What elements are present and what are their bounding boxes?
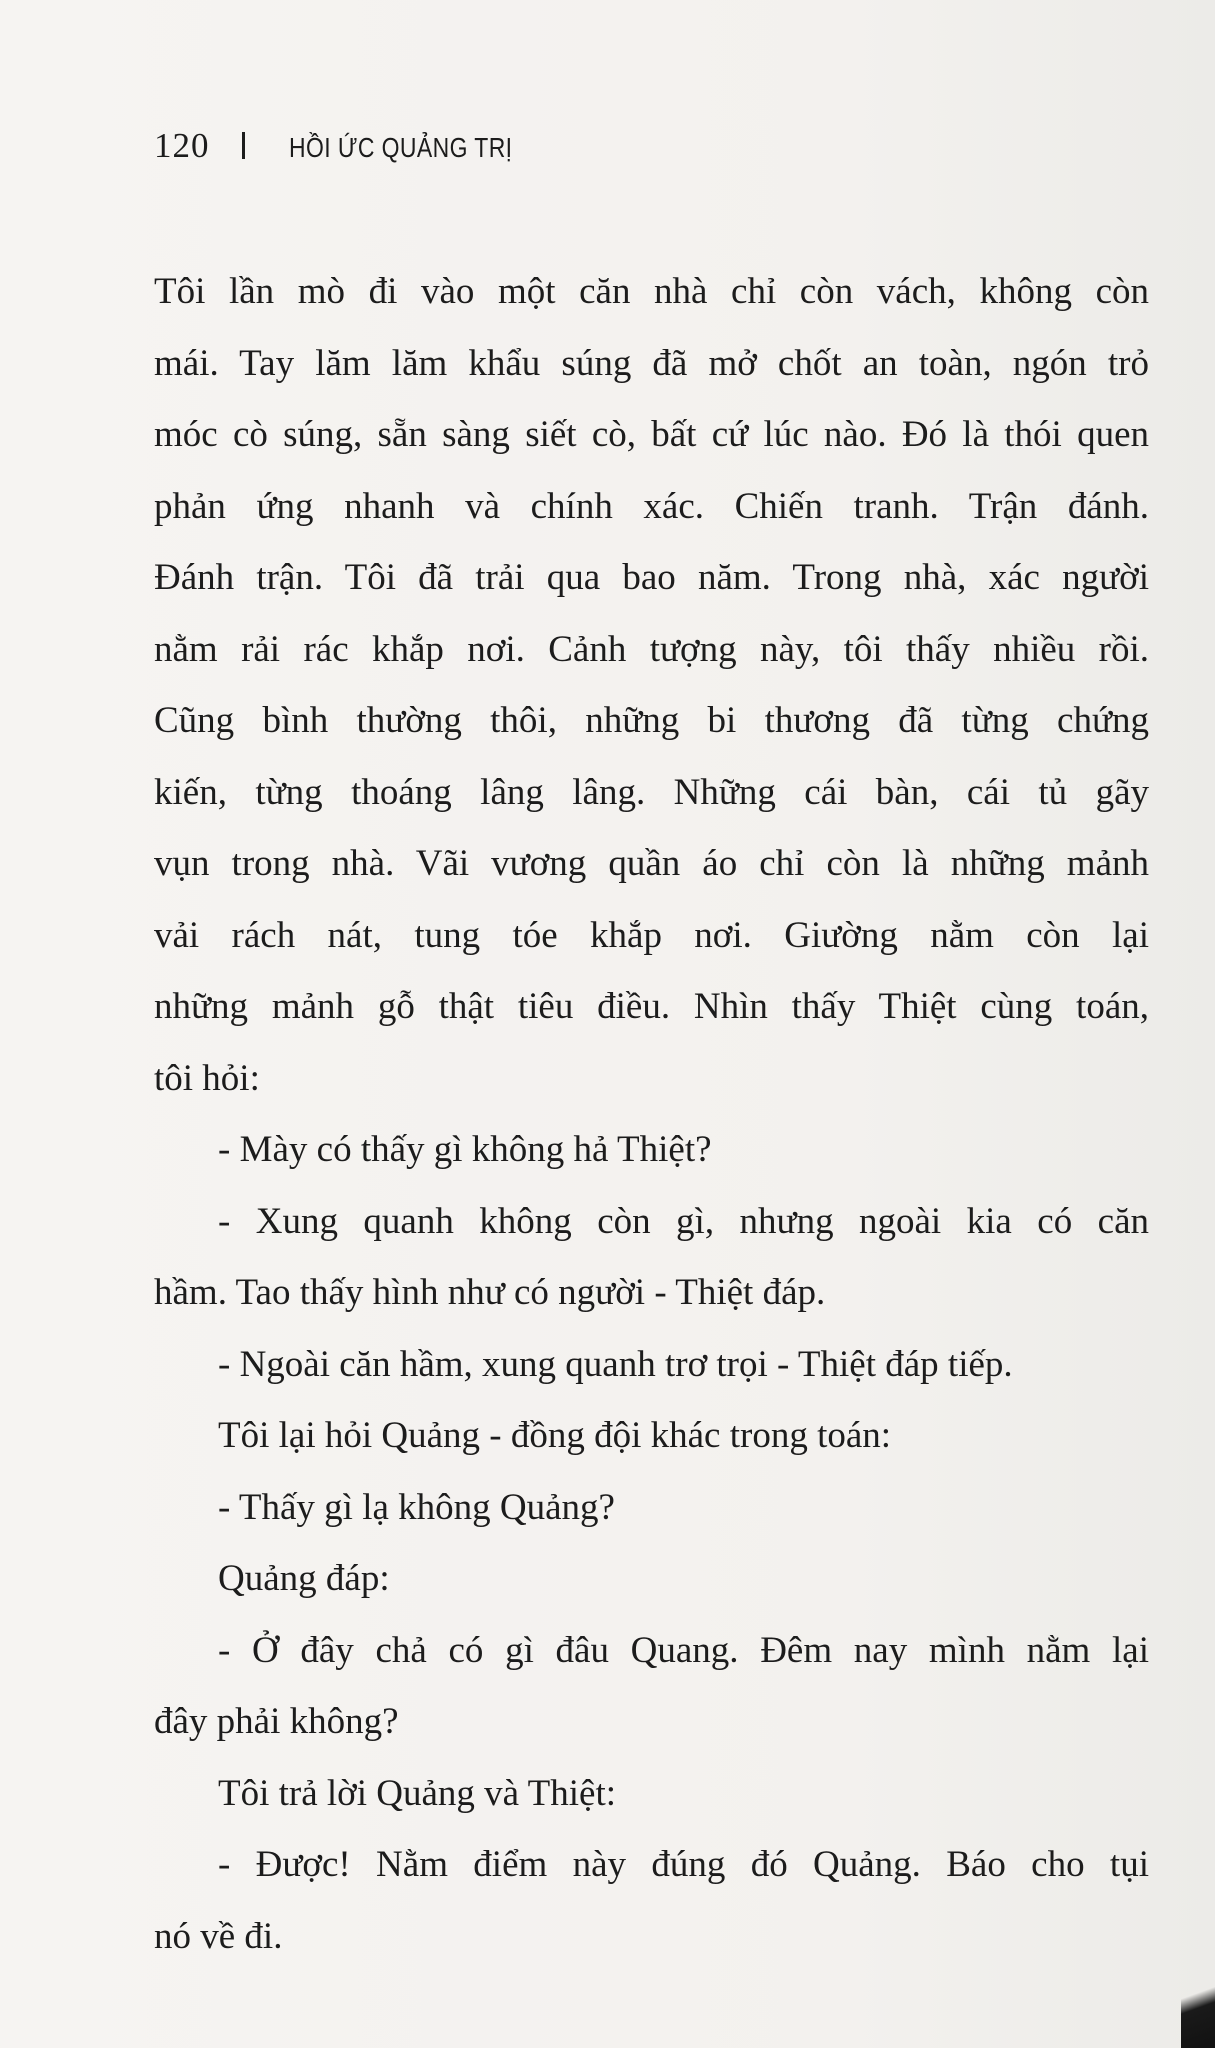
text-line: Tôi lần mò đi vào một căn nhà chỉ còn vách, không còn xyxy=(154,271,1149,312)
text-line: hầm. Tao thấy hình như có người - Thiệt đáp. xyxy=(154,1272,826,1313)
dialogue-line: - Ở đây chả có gì đâu Quang. Đêm nay mình nằm lại xyxy=(218,1629,1149,1671)
running-head xyxy=(154,126,561,176)
body-text xyxy=(154,256,1149,1972)
dialogue-line: - Thấy gì lạ không Quảng? xyxy=(218,1486,615,1528)
text-line: Quảng đáp: xyxy=(218,1558,390,1599)
page-edge-shadow xyxy=(1181,1958,1215,2048)
text-line: mái. Tay lăm lăm khẩu súng đã mở chốt an toàn, ngón trỏ xyxy=(154,342,1149,384)
dialogue-line: - Xung quanh không còn gì, nhưng ngoài kia có căn xyxy=(218,1200,1149,1242)
text-line: Cũng bình thường thôi, những bi thương đã từng chứng xyxy=(154,700,1149,741)
text-line: vụn trong nhà. Vãi vương quần áo chỉ còn là những mảnh xyxy=(154,843,1149,884)
text-line: Đánh trận. Tôi đã trải qua bao năm. Trong nhà, xác người xyxy=(154,557,1149,598)
book-title: HỒI ỨC QUẢNG TRỊ xyxy=(288,132,512,163)
text-line: nó về đi. xyxy=(154,1915,283,1957)
text-line: tôi hỏi: xyxy=(154,1057,260,1099)
dialogue-line: - Mày có thấy gì không hả Thiệt? xyxy=(218,1129,712,1170)
text-line: kiến, từng thoáng lâng lâng. Những cái bàn, cái tủ gãy xyxy=(154,771,1149,813)
text-line: phản ứng nhanh và chính xác. Chiến tranh. Trận đánh. xyxy=(154,485,1149,527)
page-number: 120 xyxy=(154,126,210,165)
dialogue-line: - Ngoài căn hầm, xung quanh trơ trọi - Thiệt đáp tiếp. xyxy=(218,1343,1013,1385)
text-line: nằm rải rác khắp nơi. Cảnh tượng này, tôi thấy nhiều rồi. xyxy=(154,628,1149,670)
dialogue-line: - Được! Nằm điểm này đúng đó Quảng. Báo cho tụi xyxy=(218,1844,1149,1885)
text-line: Tôi lại hỏi Quảng - đồng đội khác trong toán: xyxy=(218,1415,892,1456)
text-line: vải rách nát, tung tóe khắp nơi. Giường nằm còn lại xyxy=(154,914,1149,956)
text-line: những mảnh gỗ thật tiêu điều. Nhìn thấy Thiệt cùng toán, xyxy=(154,986,1149,1027)
header-separator xyxy=(242,132,245,159)
text-line: móc cò súng, sẵn sàng siết cò, bất cứ lúc nào. Đó là thói quen xyxy=(154,414,1149,455)
text-line: đây phải không? xyxy=(154,1701,399,1742)
text-line: Tôi trả lời Quảng và Thiệt: xyxy=(218,1772,617,1814)
